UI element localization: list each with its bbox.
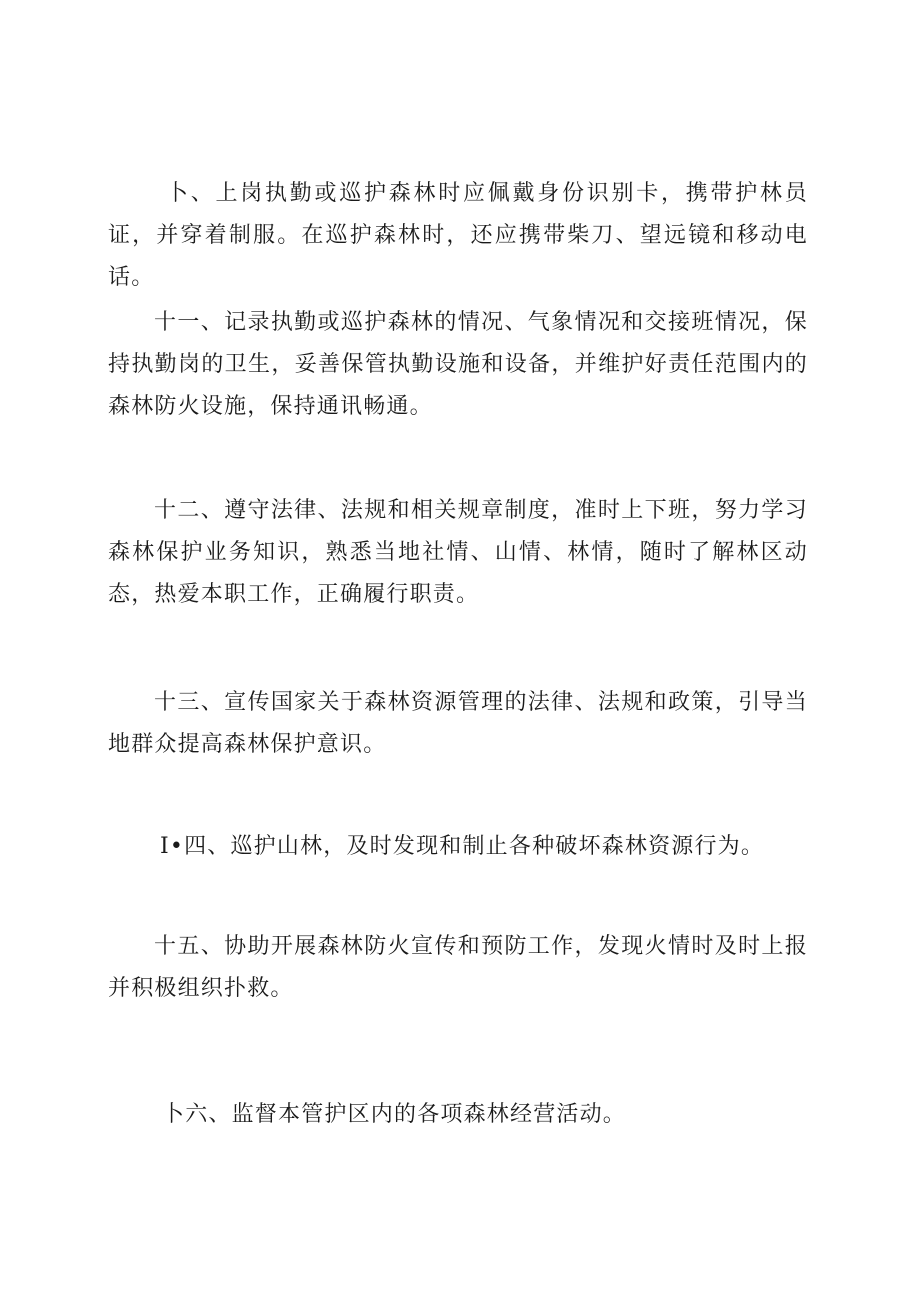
paragraph-item-11: 十一、记录执勤或巡护森林的情况、气象情况和交接班情况，保持执勤岗的卫生，妥善保管执勤设施和设备，并维护好责任范围内的森林防火设施，保持通讯畅通。 bbox=[108, 310, 808, 419]
paragraph-item-14: I•四、巡护山林，及时发现和制止各种破坏森林资源行为。 bbox=[160, 834, 765, 859]
paragraph-item-15: 十五、协助开展森林防火宣传和预防工作，发现火情时及时上报并积极组织扑救。 bbox=[108, 934, 808, 1001]
paragraph-item-10: 卜、上岗执勤或巡护森林时应佩戴身份识别卡，携带护林员证，并穿着制服。在巡护森林时，还应携带柴刀、望远镜和移动电话。 bbox=[108, 181, 808, 290]
paragraph-item-13: 十三、宣传国家关于森林资源管理的法律、法规和政策，引导当地群众提高森林保护意识。 bbox=[108, 690, 808, 757]
paragraph-item-12: 十二、遵守法律、法规和相关规章制度，准时上下班，努力学习森林保护业务知识，熟悉当地社情、山情、林情，随时了解林区动态，热爱本职工作，正确履行职责。 bbox=[108, 498, 808, 607]
paragraph-item-16: 卜六、监督本管护区内的各项森林经营活动。 bbox=[162, 1102, 627, 1127]
